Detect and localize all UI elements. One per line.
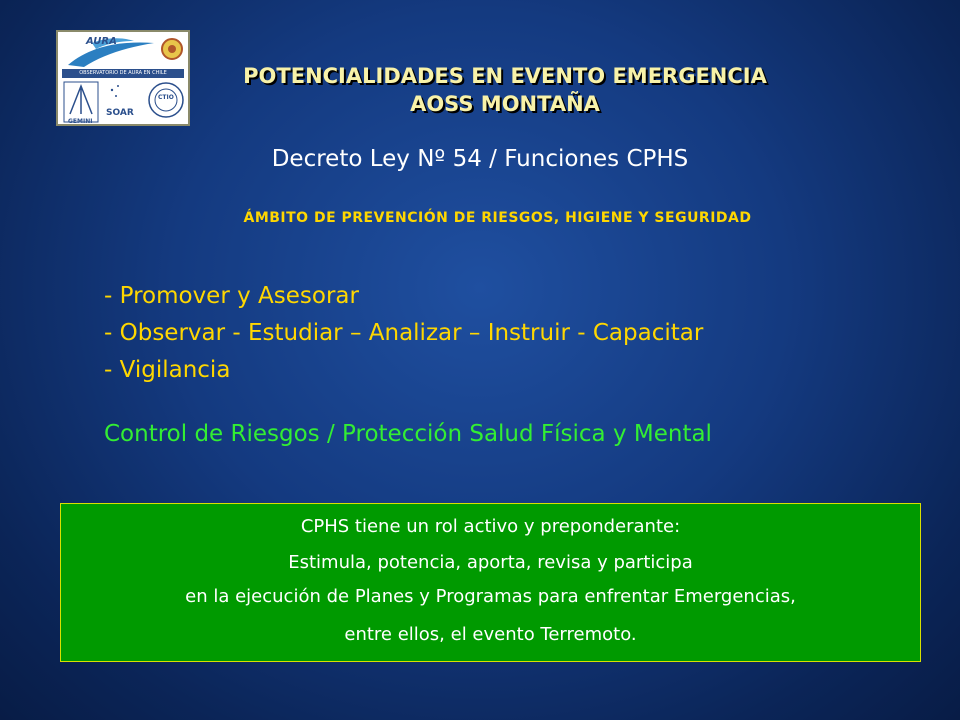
soar-label: SOAR (106, 108, 134, 118)
ctio-label: CTIO (158, 94, 174, 101)
aura-bird-icon (62, 35, 186, 73)
function-item-vigilancia: - Vigilancia (104, 357, 231, 383)
logo-brand-text: AURA (86, 36, 117, 47)
cphs-role-box (60, 503, 921, 662)
gemini-label: GEMINI (68, 118, 93, 125)
functions-list (104, 278, 703, 389)
title-line-2: AOSS MONTAÑA (410, 92, 600, 116)
slide-title (190, 62, 820, 118)
subtitle: Decreto Ley Nº 54 / Funciones CPHS (271, 146, 689, 172)
box-line-1: CPHS tiene un rol activo y preponderante: (300, 516, 681, 537)
function-item-observar: - Observar - Estudiar – Analizar – Instruir - Capacitar (104, 320, 704, 346)
box-line-2: Estimula, potencia, aporta, revisa y participa (288, 552, 693, 573)
title-line-1: POTENCIALIDADES EN EVENTO EMERGENCIA (243, 64, 767, 88)
box-line-3: en la ejecución de Planes y Programas para enfrentar Emergencias, (185, 586, 796, 607)
box-line-4: entre ellos, el evento Terremoto. (344, 624, 637, 645)
control-statement: Control de Riesgos / Protección Salud Física y Mental (104, 421, 712, 447)
logo-band-text: OBSERVATORIO DE AURA EN CHILE (62, 69, 184, 78)
aura-logo (56, 30, 190, 126)
scope-heading: ÁMBITO DE PREVENCIÓN DE RIESGOS, HIGIENE Y SEGURIDAD (243, 210, 752, 226)
function-item-promover: - Promover y Asesorar (104, 283, 359, 309)
